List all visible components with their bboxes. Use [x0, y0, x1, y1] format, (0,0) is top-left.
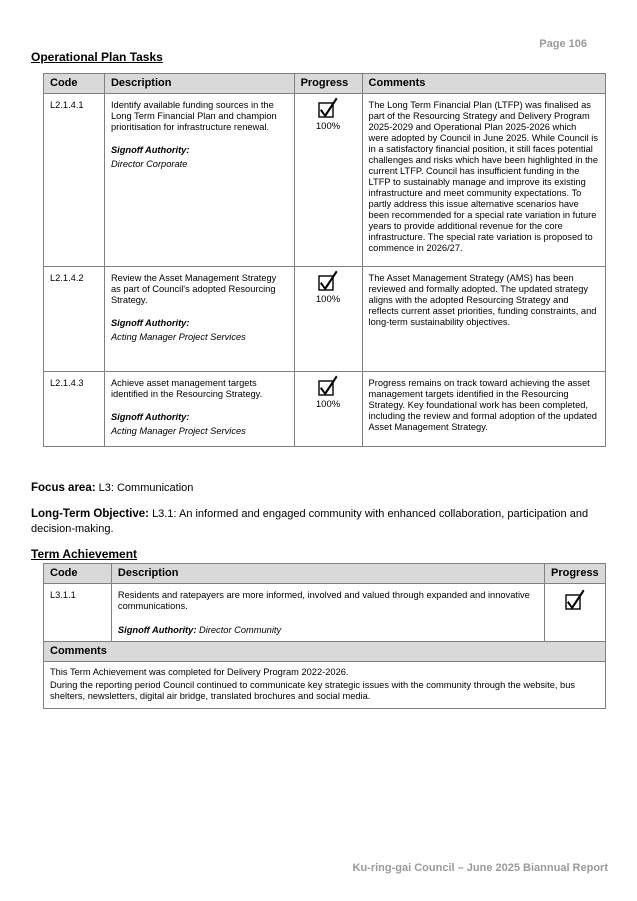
signoff-label: Signoff Authority:: [110, 318, 190, 328]
row-code: L2.1.4.2: [44, 267, 105, 372]
progress-percent: 100%: [315, 294, 341, 305]
long-term-objective: [31, 507, 591, 537]
checkbox-checked-icon: [317, 269, 339, 293]
header-comments: Comments: [362, 74, 605, 94]
table-row: [44, 94, 606, 267]
signoff-label: Signoff Authority:: [110, 412, 190, 422]
progress-cell: [294, 94, 362, 267]
footer-report-title: Ku-ring-gai Council – June 2025 Biannual Report: [352, 862, 608, 874]
row-code: L3.1.1: [44, 584, 112, 642]
row-description-cell: [111, 584, 544, 642]
row-description: Review the Asset Management Strategy as part of Council's adopted Resourcing Strategy.: [110, 273, 277, 305]
signoff-name: Acting Manager Project Services: [110, 332, 246, 342]
row-comments: Progress remains on track toward achieving the asset management targets identified in the Resourcing Strategy. Key foundational work has been completed, including the review and formal adoption of the updated Asset Management Strategy.: [362, 372, 605, 447]
row-description: Identify available funding sources in the Long Term Financial Plan and champion prioritisation for infrastructure renewal.: [110, 100, 277, 132]
row-code: L2.1.4.3: [44, 372, 105, 447]
header-progress: Progress: [544, 564, 605, 584]
operational-plan-table: [43, 73, 606, 447]
row-description: Achieve asset management targets identified in the Resourcing Strategy.: [110, 378, 263, 399]
comments-row: [44, 662, 606, 709]
checkbox-checked-icon: [317, 374, 339, 398]
row-comments: The Long Term Financial Plan (LTFP) was finalised as part of the Resourcing Strategy and Delivery Program 2025-2029 and Operational Plan 2025-2026 which were adopted by Council in June 2025. While Council is in a satisfactory financial position, it still faces potential challenges and risks which have been highlighted in the current LTFP. Council has insufficient funding in the LTFP to sustainably manage and improve its existing infrastructure and meet community expectations. To partly address this issue alternative scenarios have been recommended for a special rate variation in future years to provide additional revenue for the core infrastructure. The special rate variation is proposed to commence in 2026/27.: [362, 94, 605, 267]
checkbox-checked-icon: [317, 96, 339, 120]
header-code: Code: [44, 564, 112, 584]
signoff-label: Signoff Authority:: [110, 145, 190, 155]
objective-label: Long-Term Objective:: [31, 508, 149, 520]
header-description: Description: [104, 74, 294, 94]
progress-cell: [294, 372, 362, 447]
signoff-label: Signoff Authority:: [117, 625, 197, 635]
page-number: Page 106: [539, 38, 587, 50]
signoff-name: Director Community: [199, 625, 282, 635]
table-row: [44, 584, 606, 642]
table-row: [44, 267, 606, 372]
comments-header: Comments: [44, 642, 606, 662]
comment-line: During the reporting period Council continued to communicate key strategic issues with the community through the website, bus shelters, newsletters, digital air bridge, translated brochures and social media.: [50, 680, 576, 701]
row-code: L2.1.4.1: [44, 94, 105, 267]
progress-cell: [294, 267, 362, 372]
section-title-term: Term Achievement: [31, 547, 138, 561]
focus-area: [31, 482, 193, 494]
row-comments: The Asset Management Strategy (AMS) has been reviewed and formally adopted. The updated strategy aligns with the adopted Resourcing Strategy and reflects current asset priorities, funding constraints, and long-term sustainability objectives.: [362, 267, 605, 372]
header-code: Code: [44, 74, 105, 94]
progress-percent: 100%: [315, 121, 341, 132]
focus-area-label: Focus area:: [31, 482, 96, 494]
term-achievement-table: [43, 563, 606, 709]
row-description-cell: [104, 94, 294, 267]
focus-area-value: L3: Communication: [98, 482, 194, 494]
section-title-operational: Operational Plan Tasks: [31, 50, 163, 64]
table-header-row: [44, 74, 606, 94]
signoff-name: Director Corporate: [110, 159, 188, 169]
checkbox-checked-icon: [564, 588, 586, 612]
comments-header-row: [44, 642, 606, 662]
table-row: [44, 372, 606, 447]
header-progress: Progress: [294, 74, 362, 94]
objective-value: L3.1: An informed and engaged community with enhanced collaboration, participation and decision-making.: [31, 508, 589, 535]
table-header-row: [44, 564, 606, 584]
progress-percent: 100%: [315, 399, 341, 410]
signoff-name: Acting Manager Project Services: [110, 426, 246, 436]
header-description: Description: [111, 564, 544, 584]
progress-cell: [544, 584, 605, 642]
row-description: Residents and ratepayers are more informed, involved and valued through expanded and innovative communications.: [117, 590, 530, 611]
comment-line: This Term Achievement was completed for Delivery Program 2022-2026.: [50, 667, 349, 677]
row-description-cell: [104, 267, 294, 372]
signoff-line: [118, 625, 538, 636]
comments-cell: [44, 662, 606, 709]
row-description-cell: [104, 372, 294, 447]
